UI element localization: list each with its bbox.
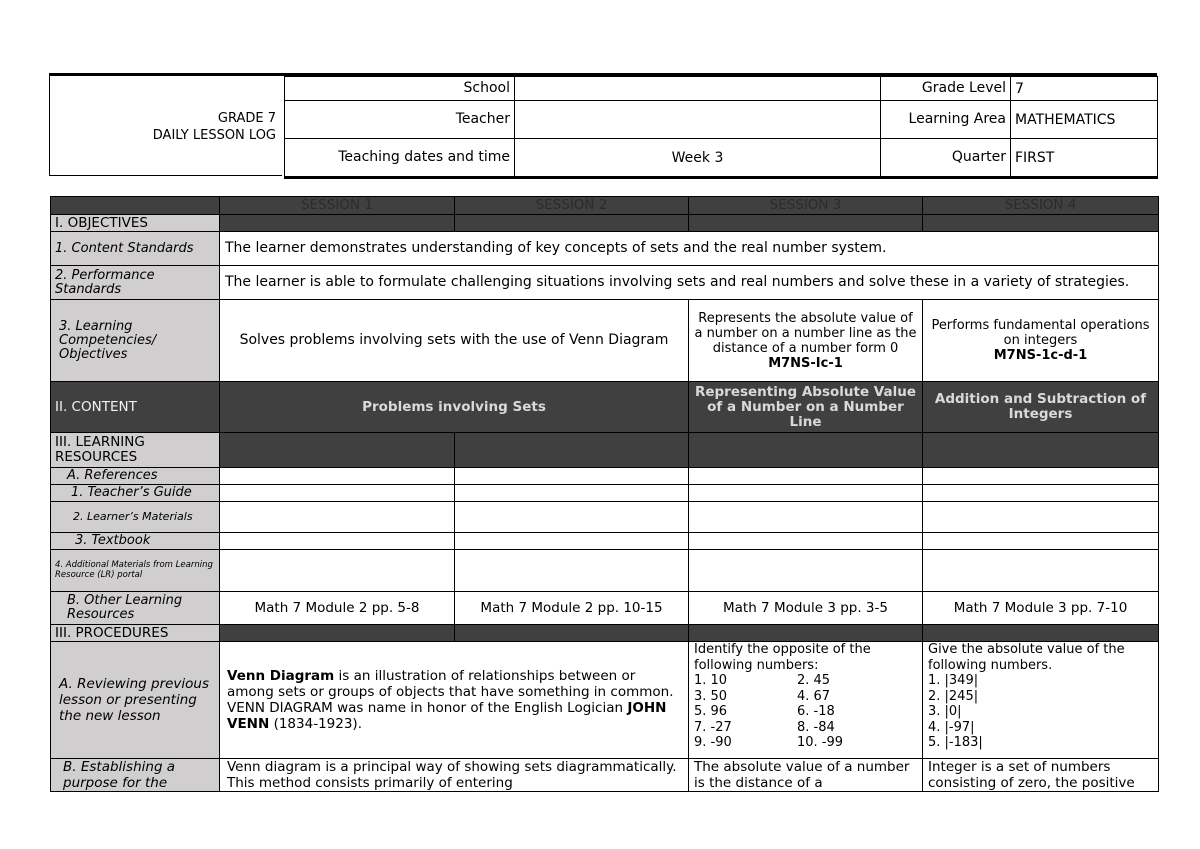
content-standards-label: 1. Content Standards [51, 232, 220, 266]
reviewing-s4-item: 4. |-97| [928, 719, 975, 735]
purpose-s4: Integer is a set of numbers consisting of zero, the positive [923, 759, 1159, 792]
reviewing-s4-item: 2. |245| [928, 688, 979, 704]
reviewing-label: A. Reviewing previous lesson or presenting the new lesson [51, 642, 220, 759]
teachers-guide-s4[interactable] [923, 485, 1159, 502]
quarter-field[interactable]: FIRST [1011, 139, 1158, 178]
lesson-log-header [49, 73, 1157, 182]
references-s2[interactable] [455, 468, 689, 485]
content-standards-text: The learner demonstrates understanding of key concepts of sets and the real number system. [220, 232, 1159, 266]
reviewing-s3-row [694, 704, 917, 720]
purpose-s12: Venn diagram is a principal way of showing sets diagrammatically. This method consists primarily of entering [220, 759, 689, 792]
competency-s3-code: M7NS-Ic-1 [768, 355, 843, 371]
other-resources-label: B. Other Learning Resources [51, 592, 220, 625]
learners-materials-s2[interactable] [455, 502, 689, 533]
quarter-label: Quarter [881, 139, 1011, 178]
reviewing-s3-row [694, 673, 917, 689]
performance-standards-text: The learner is able to formulate challenging situations involving sets and real numbers and solve these in a variety of strategies. [220, 266, 1159, 300]
reviewing-s12-years: (1834-1923). [269, 716, 362, 732]
reviewing-s4 [923, 642, 1159, 759]
reviewing-s4-item: 1. |349| [928, 673, 979, 688]
resources-s3 [689, 433, 923, 468]
procedures-section-label: III. PROCEDURES [51, 625, 220, 642]
additional-materials-s2[interactable] [455, 550, 689, 592]
teacher-label: Teacher [285, 101, 515, 139]
learners-materials-text: 2. Learner’s Materials [73, 510, 193, 523]
references-s1[interactable] [220, 468, 455, 485]
other-resources-s1: Math 7 Module 2 pp. 5-8 [220, 592, 455, 625]
session-1-header: SESSION 1 [220, 197, 455, 215]
reviewing-s3 [689, 642, 923, 759]
school-field[interactable] [515, 77, 881, 101]
competency-s12: Solves problems involving sets with the use of Venn Diagram [220, 300, 689, 382]
grade-level-field[interactable]: 7 [1011, 77, 1158, 101]
session-4-header: SESSION 4 [923, 197, 1159, 215]
objectives-s2 [455, 215, 689, 232]
content-s4: Addition and Subtraction of Integers [923, 382, 1159, 433]
textbook-s4[interactable] [923, 533, 1159, 550]
objectives-s4 [923, 215, 1159, 232]
corner-cell [51, 197, 220, 215]
lesson-plan-table [50, 196, 1159, 792]
procedures-s4 [923, 625, 1159, 642]
header-title-grade: GRADE 7 [217, 111, 276, 126]
reviewing-s12-name: JOHN VENN [227, 700, 667, 732]
dates-label: Teaching dates and time [285, 139, 515, 178]
teachers-guide-s2[interactable] [455, 485, 689, 502]
procedures-s2 [455, 625, 689, 642]
learners-materials-s4[interactable] [923, 502, 1159, 533]
content-section-label: II. CONTENT [51, 382, 220, 433]
dates-field[interactable]: Week 3 [515, 139, 881, 178]
header-title-cell [49, 76, 282, 176]
reviewing-s12-line2: VENN DIAGRAM was name in honor of the English Logician [227, 700, 628, 716]
resources-section-label: III. LEARNING RESOURCES [51, 433, 220, 468]
competency-s4-code: M7NS-1c-d-1 [993, 348, 1088, 363]
teachers-guide-label: 1. Teacher’s Guide [51, 485, 220, 502]
references-s3[interactable] [689, 468, 923, 485]
resources-s4 [923, 433, 1159, 468]
reviewing-s3-row [694, 735, 917, 751]
competency-s3-text: Represents the absolute value of a number on a number line as the distance of a number form 0 [694, 310, 917, 356]
reviewing-s4-intro: Give the absolute value of the following numbers. [928, 642, 1125, 673]
procedures-s3 [689, 625, 923, 642]
session-3-header: SESSION 3 [689, 197, 923, 215]
learners-materials-label [51, 502, 220, 533]
procedures-s1 [220, 625, 455, 642]
reviewing-s3-item: 5. 96 [694, 704, 728, 719]
objectives-section-label: I. OBJECTIVES [51, 215, 220, 232]
objectives-s3 [689, 215, 923, 232]
header-title-log: DAILY LESSON LOG [152, 128, 276, 143]
other-resources-s3: Math 7 Module 3 pp. 3-5 [689, 592, 923, 625]
textbook-s3[interactable] [689, 533, 923, 550]
learners-materials-s1[interactable] [220, 502, 455, 533]
reviewing-s3-item: 10. -99 [797, 735, 844, 750]
teachers-guide-s3[interactable] [689, 485, 923, 502]
reviewing-s12-definition [227, 668, 683, 700]
header-title [153, 110, 276, 144]
session-2-header: SESSION 2 [455, 197, 689, 215]
textbook-s1[interactable] [220, 533, 455, 550]
reviewing-s3-item: 6. -18 [797, 704, 835, 719]
additional-materials-label: 4. Additional Materials from Learning Resource (LR) portal [51, 550, 220, 592]
reviewing-s3-item: 1. 10 [694, 673, 728, 688]
competency-s4-text: Performs fundamental operations on integers [931, 318, 1150, 348]
competencies-label: 3. Learning Competencies/ Objectives [51, 300, 220, 382]
additional-materials-s4[interactable] [923, 550, 1159, 592]
reviewing-s3-intro: Identify the opposite of the following numbers: [694, 642, 871, 673]
reviewing-s12 [220, 642, 689, 759]
references-s4[interactable] [923, 468, 1159, 485]
textbook-label: 3. Textbook [51, 533, 220, 550]
school-label: School [285, 77, 515, 101]
reviewing-s3-item: 3. 50 [694, 688, 728, 704]
header-info-table [284, 76, 1158, 179]
reviewing-s3-item: 4. 67 [797, 688, 831, 704]
resources-s1 [220, 433, 455, 468]
teachers-guide-s1[interactable] [220, 485, 455, 502]
references-label: A. References [51, 468, 220, 485]
learners-materials-s3[interactable] [689, 502, 923, 533]
reviewing-s3-row [694, 720, 917, 736]
resources-s2 [455, 433, 689, 468]
purpose-label: B. Establishing a purpose for the [51, 759, 220, 792]
reviewing-s3-item: 8. -84 [797, 719, 835, 735]
competency-s3 [689, 300, 923, 382]
reviewing-s4-item: 3. |0| [928, 704, 962, 719]
grade-level-label: Grade Level [881, 77, 1011, 101]
reviewing-s3-item: 9. -90 [694, 735, 732, 750]
reviewing-s4-item: 5. |-183| [928, 735, 983, 750]
purpose-s3: The absolute value of a number is the distance of a [689, 759, 923, 792]
additional-materials-s3[interactable] [689, 550, 923, 592]
reviewing-s12-term: Venn Diagram [227, 668, 335, 684]
reviewing-s3-row [694, 689, 917, 705]
performance-standards-label: 2. Performance Standards [51, 266, 220, 300]
other-resources-s4: Math 7 Module 3 pp. 7-10 [923, 592, 1159, 625]
reviewing-s3-item: 2. 45 [797, 673, 831, 688]
objectives-s1 [220, 215, 455, 232]
additional-materials-s1[interactable] [220, 550, 455, 592]
reviewing-s12-text: is an illustration of relationships between or among sets or groups of objects that have something in common. [227, 668, 674, 700]
reviewing-s3-item: 7. -27 [694, 719, 732, 735]
textbook-s2[interactable] [455, 533, 689, 550]
learning-area-field[interactable]: MATHEMATICS [1011, 101, 1158, 139]
content-s3: Representing Absolute Value of a Number on a Number Line [689, 382, 923, 433]
content-s12: Problems involving Sets [220, 382, 689, 433]
competency-s4 [923, 300, 1159, 382]
other-resources-s2: Math 7 Module 2 pp. 10-15 [455, 592, 689, 625]
teacher-field[interactable] [515, 101, 881, 139]
learning-area-label: Learning Area [881, 101, 1011, 139]
reviewing-s12-history [227, 700, 683, 732]
